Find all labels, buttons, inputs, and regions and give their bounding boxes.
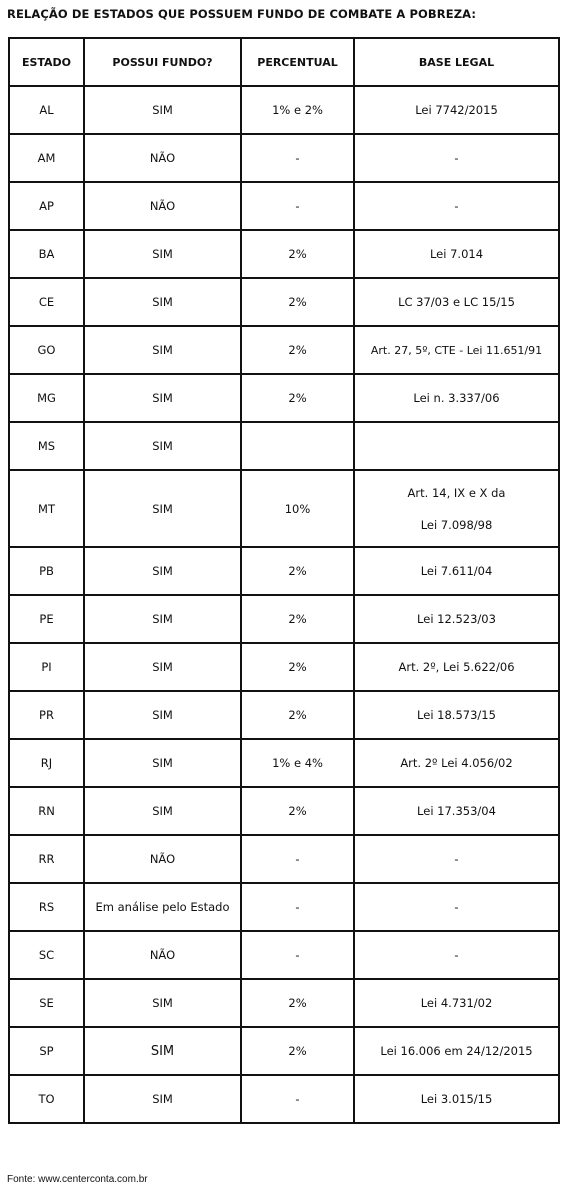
cell-possui: SIM: [84, 1075, 241, 1123]
cell-estado: PB: [9, 547, 84, 595]
cell-possui: SIM: [84, 691, 241, 739]
cell-estado: PR: [9, 691, 84, 739]
cell-possui: SIM: [84, 595, 241, 643]
cell-base: Lei 7.611/04: [354, 547, 559, 595]
cell-percentual: 2%: [241, 643, 354, 691]
cell-base: Lei 4.731/02: [354, 979, 559, 1027]
funds-table: [8, 37, 560, 1124]
table-row: [9, 1027, 559, 1075]
cell-base: [354, 470, 559, 547]
cell-possui: SIM: [84, 374, 241, 422]
cell-estado: CE: [9, 278, 84, 326]
table-row: [9, 182, 559, 230]
table-row: [9, 134, 559, 182]
cell-percentual: 2%: [241, 374, 354, 422]
cell-percentual: -: [241, 835, 354, 883]
table-row: [9, 1075, 559, 1123]
cell-base: Art. 2º, Lei 5.622/06: [354, 643, 559, 691]
cell-estado: SE: [9, 979, 84, 1027]
cell-possui: SIM: [84, 739, 241, 787]
table-row: [9, 86, 559, 134]
table-row: [9, 931, 559, 979]
cell-base: Art. 2º Lei 4.056/02: [354, 739, 559, 787]
table-row: [9, 691, 559, 739]
page-title: RELAÇÃO DE ESTADOS QUE POSSUEM FUNDO DE COMBATE A POBREZA:: [7, 7, 477, 21]
cell-base: LC 37/03 e LC 15/15: [354, 278, 559, 326]
cell-base: [354, 422, 559, 470]
cell-estado: MT: [9, 470, 84, 547]
table-row: [9, 230, 559, 278]
cell-base: Lei 16.006 em 24/12/2015: [354, 1027, 559, 1075]
cell-base: Lei 3.015/15: [354, 1075, 559, 1123]
header-base-legal: BASE LEGAL: [354, 38, 559, 86]
cell-base: -: [354, 931, 559, 979]
cell-estado: RJ: [9, 739, 84, 787]
cell-estado: GO: [9, 326, 84, 374]
cell-percentual: -: [241, 134, 354, 182]
header-possui-fundo: POSSUI FUNDO?: [84, 38, 241, 86]
table-row: [9, 595, 559, 643]
cell-estado: RR: [9, 835, 84, 883]
table-row: [9, 979, 559, 1027]
cell-percentual: -: [241, 182, 354, 230]
cell-estado: RN: [9, 787, 84, 835]
cell-percentual: 1% e 2%: [241, 86, 354, 134]
cell-base: Lei n. 3.337/06: [354, 374, 559, 422]
cell-estado: PI: [9, 643, 84, 691]
cell-estado: PE: [9, 595, 84, 643]
cell-possui: SIM: [84, 86, 241, 134]
source-footer: Fonte: www.centerconta.com.br: [7, 1174, 148, 1185]
cell-base: Lei 7.014: [354, 230, 559, 278]
cell-percentual: 2%: [241, 326, 354, 374]
cell-possui: NÃO: [84, 134, 241, 182]
cell-percentual: 2%: [241, 230, 354, 278]
cell-base: Lei 12.523/03: [354, 595, 559, 643]
cell-base: Lei 18.573/15: [354, 691, 559, 739]
table-row: [9, 883, 559, 931]
header-percentual: PERCENTUAL: [241, 38, 354, 86]
cell-possui: SIM: [84, 787, 241, 835]
cell-estado: SC: [9, 931, 84, 979]
cell-percentual: 2%: [241, 787, 354, 835]
cell-possui: SIM: [84, 979, 241, 1027]
cell-possui: SIM: [84, 470, 241, 547]
table-header-row: [9, 38, 559, 86]
cell-base: -: [354, 835, 559, 883]
cell-possui: SIM: [84, 1027, 241, 1075]
table-row: [9, 374, 559, 422]
cell-base: Art. 27, 5º, CTE - Lei 11.651/91: [354, 326, 559, 374]
cell-percentual: 2%: [241, 979, 354, 1027]
cell-percentual: 2%: [241, 1027, 354, 1075]
cell-possui: SIM: [84, 278, 241, 326]
table-row: [9, 470, 559, 547]
cell-estado: AM: [9, 134, 84, 182]
header-estado: ESTADO: [9, 38, 84, 86]
cell-base: -: [354, 134, 559, 182]
table-row: [9, 278, 559, 326]
cell-base: Lei 7742/2015: [354, 86, 559, 134]
cell-estado: MS: [9, 422, 84, 470]
cell-percentual: [241, 422, 354, 470]
table-row: [9, 739, 559, 787]
cell-percentual: 2%: [241, 547, 354, 595]
cell-estado: SP: [9, 1027, 84, 1075]
cell-base: -: [354, 182, 559, 230]
cell-possui: SIM: [84, 230, 241, 278]
table-row: [9, 787, 559, 835]
cell-possui: Em análise pelo Estado: [84, 883, 241, 931]
cell-estado: RS: [9, 883, 84, 931]
cell-possui: NÃO: [84, 835, 241, 883]
cell-possui: SIM: [84, 326, 241, 374]
cell-possui: SIM: [84, 547, 241, 595]
cell-estado: TO: [9, 1075, 84, 1123]
cell-percentual: 10%: [241, 470, 354, 547]
cell-possui: SIM: [84, 422, 241, 470]
cell-base: Lei 17.353/04: [354, 787, 559, 835]
cell-estado: MG: [9, 374, 84, 422]
cell-percentual: -: [241, 883, 354, 931]
table-row: [9, 643, 559, 691]
cell-possui: NÃO: [84, 182, 241, 230]
cell-possui: NÃO: [84, 931, 241, 979]
cell-base: -: [354, 883, 559, 931]
table-row: [9, 835, 559, 883]
cell-percentual: 1% e 4%: [241, 739, 354, 787]
cell-estado: AL: [9, 86, 84, 134]
cell-estado: BA: [9, 230, 84, 278]
cell-percentual: -: [241, 931, 354, 979]
cell-base-line-1: Art. 14, IX e X da: [407, 485, 506, 500]
table-row: [9, 547, 559, 595]
cell-estado: AP: [9, 182, 84, 230]
cell-percentual: 2%: [241, 278, 354, 326]
table-row: [9, 326, 559, 374]
table-row: [9, 422, 559, 470]
cell-base-line-2: Lei 7.098/98: [420, 517, 493, 532]
cell-possui: SIM: [84, 643, 241, 691]
cell-percentual: -: [241, 1075, 354, 1123]
cell-percentual: 2%: [241, 691, 354, 739]
cell-percentual: 2%: [241, 595, 354, 643]
